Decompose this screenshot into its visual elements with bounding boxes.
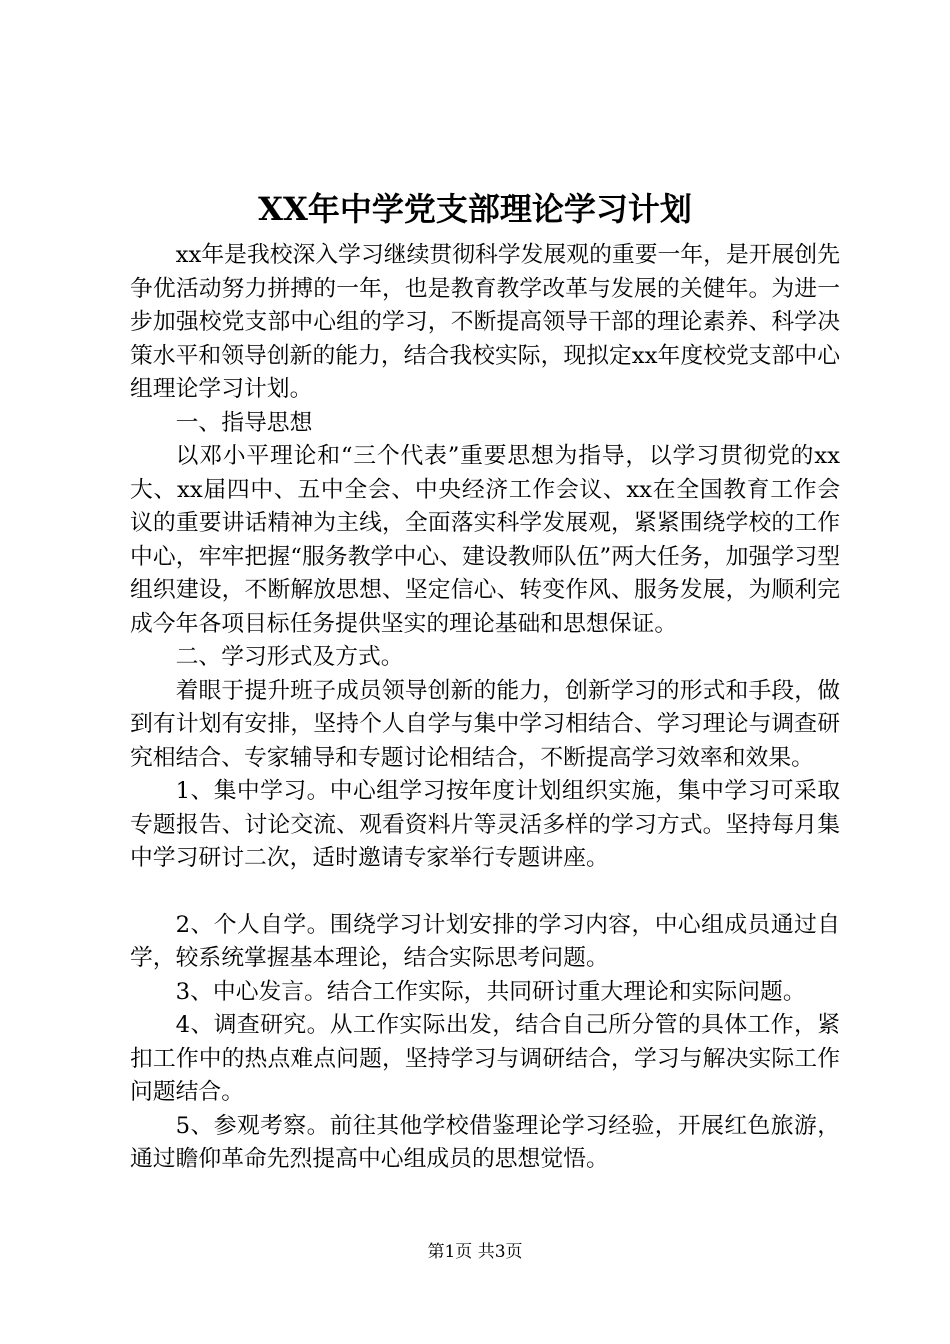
heading-guiding-thought: 一、指导思想 — [175, 409, 313, 436]
list-item-centralized-study: 1、集中学习。中心组学习按年度计划组织实施，集中学习可采取专题报告、讨论交流、观看资料片等灵活多样的学习方式。坚持每月集中学习研讨二次，适时邀请专家举行专题讲座。 — [130, 778, 840, 871]
list-item-central-speech: 3、中心发言。结合工作实际，共同研讨重大理论和实际问题。 — [175, 978, 806, 1005]
document-body — [130, 239, 840, 1177]
paragraph-study-forms: 着眼于提升班子成员领导创新的能力，创新学习的形式和手段，做到有计划有安排，坚持个人自学与集中学习相结合、学习理论与调查研究相结合、专家辅导和专题讨论相结合，不断提高学习效率和效果。 — [130, 677, 840, 771]
list-item-visit: 5、参观考察。前往其他学校借鉴理论学习经验，开展红色旅游，通过瞻仰革命先烈提高中心组成员的思想觉悟。 — [130, 1112, 840, 1172]
heading-study-forms: 二、学习形式及方式。 — [175, 644, 404, 670]
list-item-self-study: 2、个人自学。围绕学习计划安排的学习内容，中心组成员通过自学，较系统掌握基本理论，结合实际思考问题。 — [130, 911, 840, 971]
list-item-investigation: 4、调查研究。从工作实际出发，结合自己所分管的具体工作，紧扣工作中的热点难点问题，坚持学习与调研结合，学习与解决实际工作问题结合。 — [130, 1012, 840, 1105]
paragraph-guiding-thought: 以邓小平理论和“三个代表”重要思想为指导，以学习贯彻党的xx大、xx届四中、五中全会、中央经济工作会议、xx在全国教育工作会议的重要讲话精神为主线，全面落实科学发展观，紧紧围绕学校的工作中心，牢牢把握“服务教学中心、建设教师队伍”两大任务，加强学习型组织建设，不断解放思想、坚定信心、转变作风、服务发展，为顺利完成今年各项目标任务提供坚实的理论基础和思想保证。 — [130, 443, 840, 637]
paragraph-intro: xx年是我校深入学习继续贯彻科学发展观的重要一年，是开展创先争优活动努力拼搏的一年，也是教育教学改革与发展的关健年。为进一步加强校党支部中心组的学习，不断提高领导干部的理论素养、科学决策水平和领导创新的能力，结合我校实际，现拟定xx年度校党支部中心组理论学习计划。 — [130, 242, 840, 402]
document-title: XX年中学党支部理论学习计划 — [258, 190, 692, 228]
page-number: 第1页 共3页 — [427, 1242, 523, 1262]
